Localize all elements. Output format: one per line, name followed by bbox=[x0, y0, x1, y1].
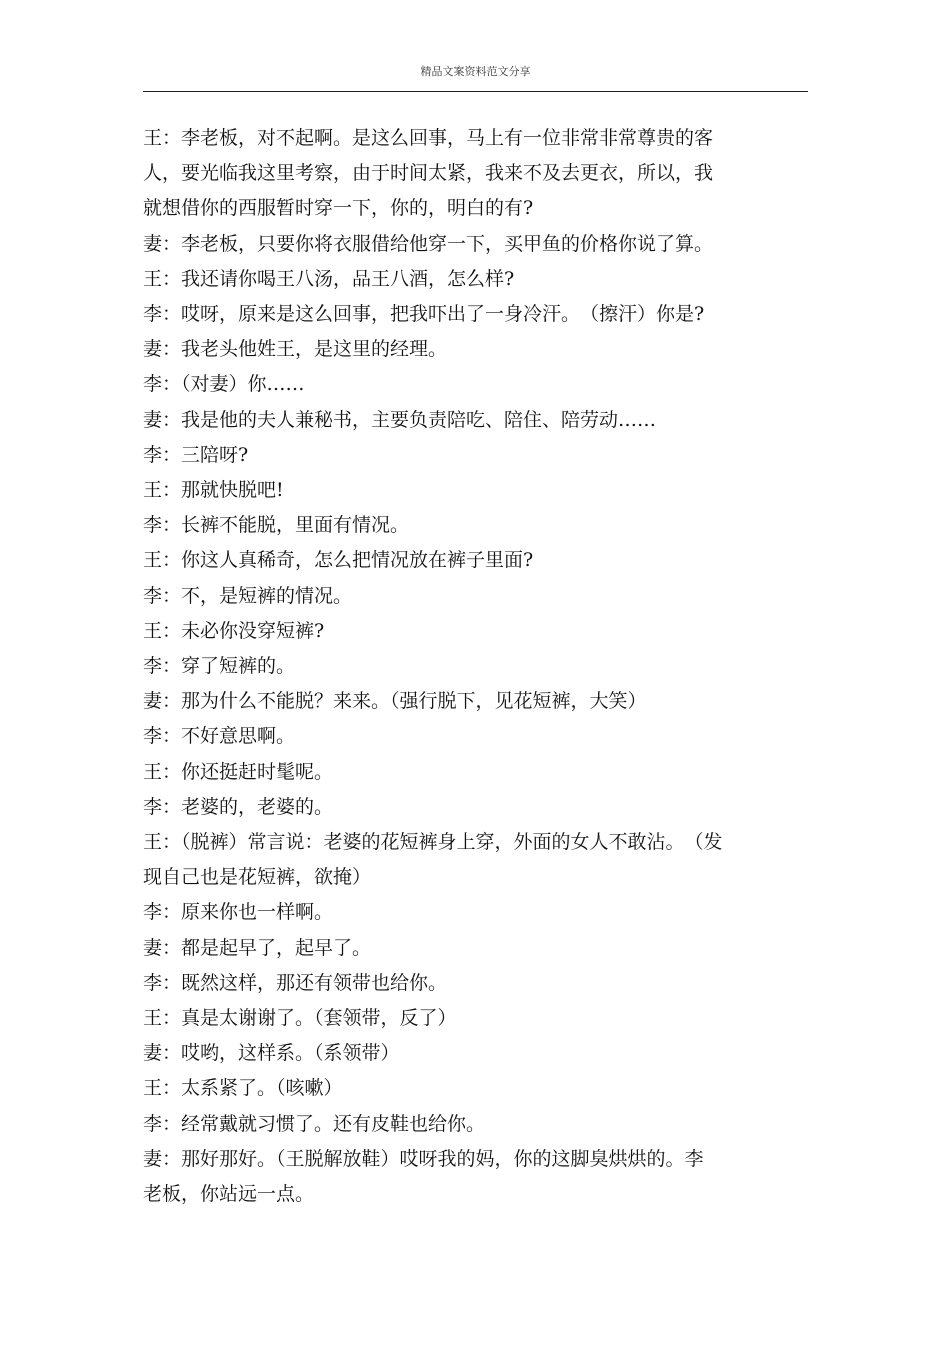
dialogue-line: 妻：哎哟，这样系。（系领带） bbox=[143, 1042, 400, 1065]
dialogue-line: 李：（对妻）你…… bbox=[143, 373, 305, 396]
dialogue-line: 李：经常戴就习惯了。还有皮鞋也给你。 bbox=[143, 1112, 486, 1135]
dialogue-line: 王：你还挺赶时髦呢。 bbox=[143, 760, 334, 783]
dialogue-line: 李：三陪呀? bbox=[143, 443, 249, 466]
dialogue-line: 王：真是太谢谢了。（套领带，反了） bbox=[143, 1007, 457, 1030]
dialogue-line: 李：穿了短裤的。 bbox=[143, 655, 296, 678]
dialogue-line: 老板，你站远一点。 bbox=[143, 1183, 315, 1206]
header-divider bbox=[143, 91, 808, 92]
page-header: 精品文案资料范文分享 bbox=[420, 65, 531, 78]
dialogue-line: 妻：那好那好。（王脱解放鞋）哎呀我的妈，你的这脚臭烘烘的。李 bbox=[143, 1147, 704, 1170]
dialogue-line: 王：那就快脱吧! bbox=[143, 479, 284, 502]
dialogue-line: 妻：我是他的夫人兼秘书，主要负责陪吃、陪住、陪劳动…… bbox=[143, 408, 657, 431]
dialogue-line: 李：既然这样，那还有领带也给你。 bbox=[143, 971, 448, 994]
dialogue-line: 王：未必你没穿短裤? bbox=[143, 619, 325, 642]
dialogue-line: 李：老婆的，老婆的。 bbox=[143, 795, 334, 818]
dialogue-line: 就想借你的西服暂时穿一下，你的，明白的有? bbox=[143, 197, 534, 220]
dialogue-line: 妻：我老头他姓王，是这里的经理。 bbox=[143, 338, 448, 361]
dialogue-line: 李：不，是短裤的情况。 bbox=[143, 584, 353, 607]
dialogue-line: 现自己也是花短裤，欲掩） bbox=[143, 866, 372, 889]
dialogue-line: 王：你这人真稀奇，怎么把情况放在裤子里面? bbox=[143, 549, 534, 572]
dialogue-line: 王：（脱裤）常言说：老婆的花短裤身上穿，外面的女人不敢沾。 （发 bbox=[143, 831, 723, 854]
dialogue-line: 王：太系紧了。（咳嗽） bbox=[143, 1077, 343, 1100]
dialogue-line: 李：长裤不能脱，里面有情况。 bbox=[143, 514, 410, 537]
dialogue-line: 妻：那为什么不能脱？来来。（强行脱下，见花短裤，大笑） bbox=[143, 690, 647, 713]
dialogue-line: 妻：李老板，只要你将衣服借给他穿一下，买甲鱼的价格你说了算。 bbox=[143, 232, 714, 255]
dialogue-line: 李：哎呀，原来是这么回事，把我吓出了一身冷汗。 （擦汗）你是? bbox=[143, 303, 705, 326]
dialogue-line: 妻：都是起早了，起早了。 bbox=[143, 936, 372, 959]
dialogue-line: 人，要光临我这里考察，由于时间太紧，我来不及去更衣，所以，我 bbox=[143, 162, 714, 185]
dialogue-line: 李：原来你也一样啊。 bbox=[143, 901, 334, 924]
dialogue-line: 王：李老板，对不起啊。是这么回事，马上有一位非常非常尊贵的客 bbox=[143, 127, 714, 149]
dialogue-body bbox=[143, 121, 808, 1212]
dialogue-line: 李：不好意思啊。 bbox=[143, 725, 296, 748]
dialogue-line: 王：我还请你喝王八汤，品王八酒，怎么样? bbox=[143, 267, 515, 290]
